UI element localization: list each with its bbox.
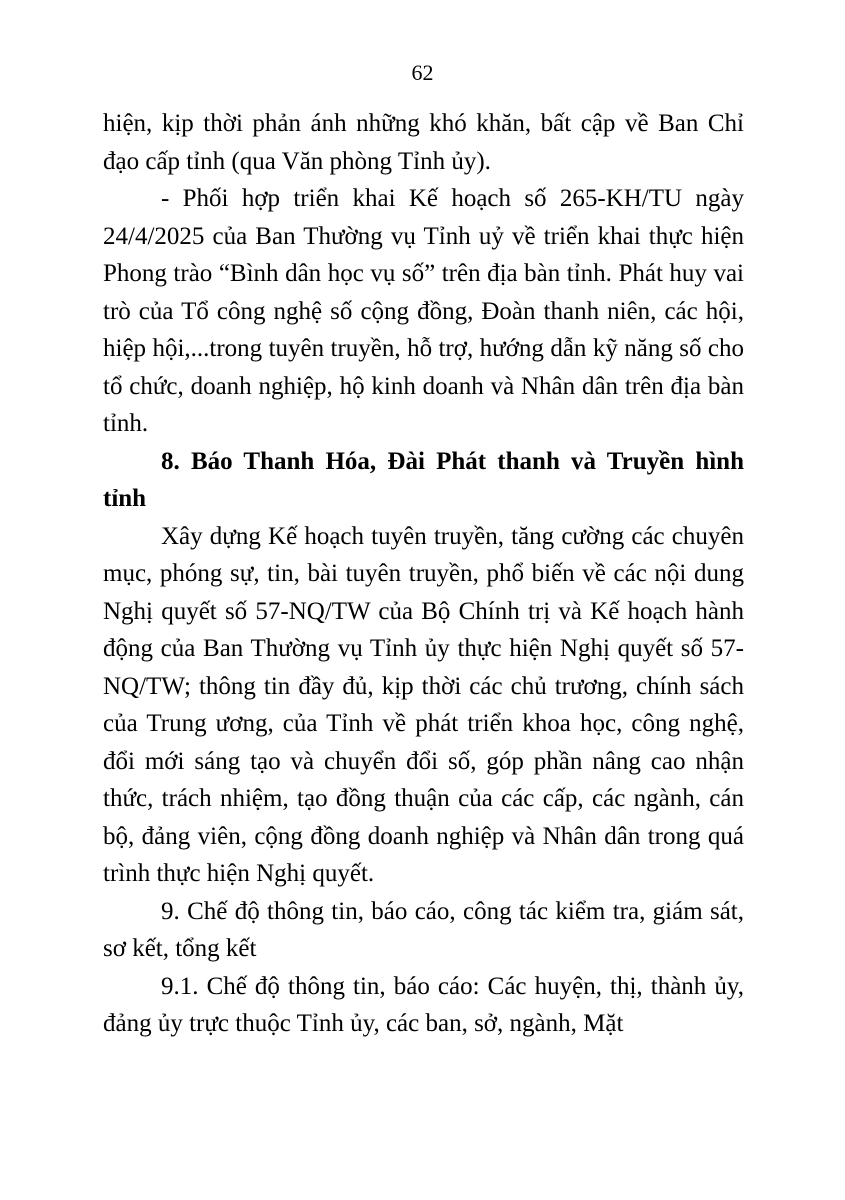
paragraph-9-1: 9.1. Chế độ thông tin, báo cáo: Các huyện, thị, thành ủy, đảng ủy trực thuộc Tỉnh ủy, các ban, sở, ngành, Mặt	[103, 972, 744, 1037]
paragraph-coordination: - Phối hợp triển khai Kế hoạch số 265-KH/TU ngày 24/4/2025 của Ban Thường vụ Tỉnh uỷ về triển khai thực hiện Phong trào “Bình dân học vụ số” trên địa bàn tỉnh. Phát huy vai trò của Tổ công nghệ số cộng đồng, Đoàn thanh niên, các hội, hiệp hội,...trong tuyên truyền, hỗ trợ, hướng dẫn kỹ năng số cho tổ chức, doanh nghiệp, hộ kinh doanh và Nhân dân trên địa bàn tỉnh.	[103, 185, 744, 437]
page-number: 62	[411, 60, 434, 85]
paragraph-media-plan: Xây dựng Kế hoạch tuyên truyền, tăng cường các chuyên mục, phóng sự, tin, bài tuyên truyền, phổ biến về các nội dung Nghị quyết số 57-NQ/TW của Bộ Chính trị và Kế hoạch hành động của Ban Thường vụ Tỉnh ủy thực hiện Nghị quyết số 57-NQ/TW; thông tin đầy đủ, kịp thời các chủ trương, chính sách của Trung ương, của Tỉnh về phát triển khoa học, công nghệ, đổi mới sáng tạo và chuyển đổi số, góp phần nâng cao nhận thức, trách nhiệm, tạo đồng thuận của các cấp, các ngành, cán bộ, đảng viên, cộng đồng doanh nghiệp và Nhân dân trong quá trình thực hiện Nghị quyết.	[103, 522, 744, 887]
section-heading-9: 9. Chế độ thông tin, báo cáo, công tác kiểm tra, giám sát, sơ kết, tổng kết	[103, 897, 744, 962]
section-heading-8: 8. Báo Thanh Hóa, Đài Phát thanh và Truyền hình tỉnh	[103, 447, 744, 512]
paragraph-continuation: hiện, kịp thời phản ánh những khó khăn, bất cập về Ban Chỉ đạo cấp tỉnh (qua Văn phòng Tỉnh ủy).	[103, 110, 744, 175]
document-body	[103, 105, 744, 1043]
